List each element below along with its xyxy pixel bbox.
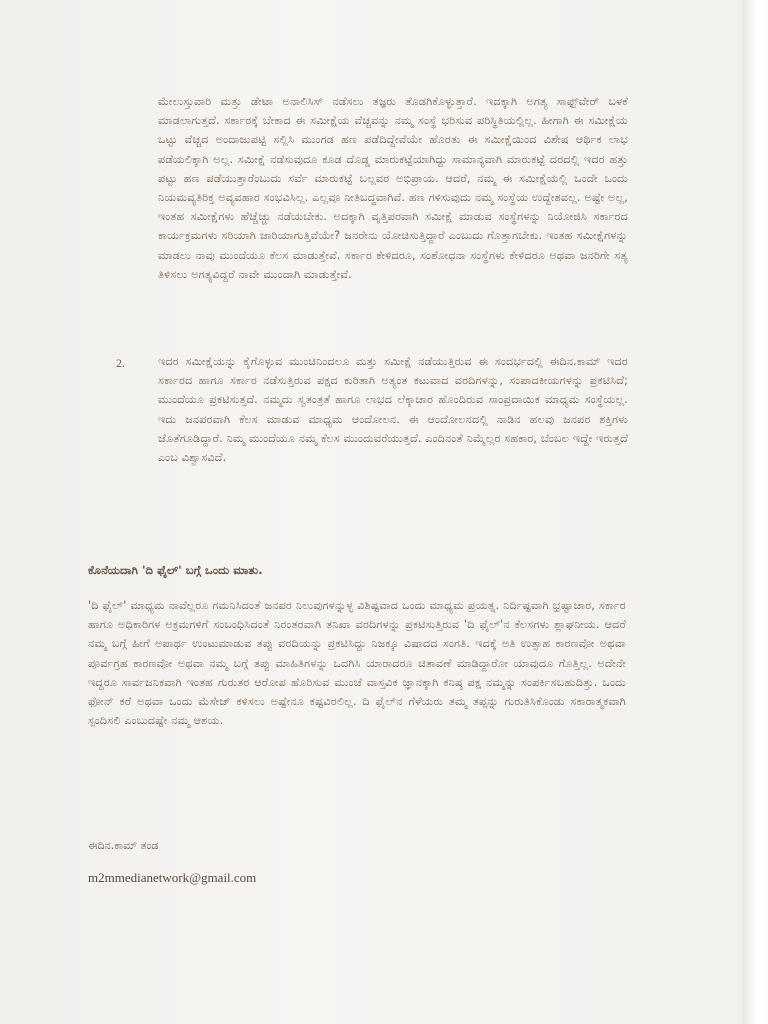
body-paragraph-2: ಇದರ ಸಮೀಕ್ಷೆಯನ್ನು ಕೈಗೊಳ್ಳುವ ಮುಂಚಿನಿಂದಲೂ ಮತ್ತು ಸಮೀಕ್ಷೆ ನಡೆಯುತ್ತಿರುವ ಈ ಸಂದರ್ಭದಲ್ಲಿ ಈದಿನ.ಕಾಮ್ ಇದರ ಸರ್ಕಾರದ ಹಾಗೂ ಸರ್ಕಾರ ನಡೆಸುತ್ತಿರುವ ಪಕ್ಷದ ಕುರಿತಾಗಿ ಅತ್ಯಂತ ಕಟುವಾದ ವರದಿಗಳನ್ನು, ಸಂಪಾದಕೀಯಗಳನ್ನು ಪ್ರಕಟಿಸಿದೆ; ಮುಂದೆಯೂ ಪ್ರಕಟಿಸುತ್ತದೆ. ನಮ್ಮದು ಸ್ವತಂತ್ರತೆ ಹಾಗೂ ಲಾಭದ ಲೆಕ್ಕಾಚಾರ ಹೊಂದಿರುವ ಸಾಂಪ್ರದಾಯಿಕ ಮಾಧ್ಯಮ ಸಂಸ್ಥೆಯಲ್ಲ. ಇದು ಜನಪರವಾಗಿ ಕೆಲಸ ಮಾಡುವ ಮಾಧ್ಯಮ ಆಂದೋಲನ. ಈ ಆಂದೋಲನದಲ್ಲಿ ನಾಡಿನ ಹಲವು ಜನಪರ ಶಕ್ತಿಗಳು ಜೊತೆಗೂಡಿದ್ದಾರೆ. ನಿಮ್ಮ ಮುಂದೆಯೂ ನಮ್ಮ ಕೆಲಸ ಮುಂದುವರೆಯುತ್ತದೆ. ಎಂದಿನಂತೆ ನಿಮ್ಮೆಲ್ಲರ ಸಹಕಾರ, ಬೆಂಬಲ ಇದ್ದೇ ಇರುತ್ತದೆ ಎಂಬ ವಿಶ್ವಾಸವಿದೆ. [158,355,628,465]
body-paragraph-3: 'ದಿ ಫೈಲ್' ಮಾಧ್ಯಮ ನಾವೆಲ್ಲರೂ ಗಮನಿಸಿದಂತೆ ಜನಪರ ನಿಲುವುಗಳನ್ನುಳ್ಳ ವಿಶಿಷ್ಟವಾದ ಒಂದು ಮಾಧ್ಯಮ ಪ್ರಯತ್ನ. ನಿರ್ದಿಷ್ಟವಾಗಿ ಭ್ರಷ್ಟಾಚಾರ, ಸರ್ಕಾರ ಹಾಗೂ ಅಧಿಕಾರಿಗಳ ಅಕ್ರಮಗಳಿಗೆ ಸಂಬಂಧಿಸಿದಂತೆ ನಿರಂತರವಾಗಿ ತನಿಖಾ ವರದಿಗಳನ್ನು ಪ್ರಕಟಿಸುತ್ತಿರುವ 'ದಿ ಫೈಲ್'ನ ಕೆಲಸಗಳು ಶ್ಲಾಘನೀಯ. ಆದರೆ ನಮ್ಮ ಬಗ್ಗೆ ಹೀಗೆ ಅಪಾರ್ಥ ಉಂಟುಮಾಡುವ ತಪ್ಪು ವರದಿಯನ್ನು ಪ್ರಕಟಿಸಿದ್ದು ನಿಜಕ್ಕೂ ವಿಷಾದದ ಸಂಗತಿ. ಇದಕ್ಕೆ ಅತಿ ಉತ್ಸಾಹ ಕಾರಣವೋ ಅಥವಾ ಪೂರ್ವಗ್ರಹ ಕಾರಣವೋ ಅಥವಾ ನಮ್ಮ ಬಗ್ಗೆ ತಪ್ಪು ಮಾಹಿತಿಗಳನ್ನು ಒದಗಿಸಿ ಯಾರಾದರೂ ಚಿತಾವಣೆ ಮಾಡಿದ್ದಾರೋ ಯಾವುದೂ ಗೊತ್ತಿಲ್ಲ. ಅದೇನೇ ಇದ್ದರೂ ಸಾರ್ವಜನಿಕವಾಗಿ ಇಂತಹ ಗುರುತರ ಆರೋಪ ಹೊರಿಸುವ ಮುಂಚೆ ವಾಸ್ತವಿಕ ಜ್ಞಾನಕ್ಕಾಗಿ ಕನಿಷ್ಠ ಪಕ್ಷ ನಮ್ಮನ್ನು ಸಂಪರ್ಕಿಸಬಹುದಿತ್ತು. ಒಂದು ಫೋನ್ ಕರೆ ಅಥವಾ ಒಂದು ಮೆಸೇಜ್ ಕಳಿಸಲು ಅಷ್ಟೇನೂ ಕಷ್ಟವಿರಲಿಲ್ಲ. ದಿ ಫೈಲ್‌ನ ಗೆಳೆಯರು ತಮ್ಮ ತಪ್ಪನ್ನು ಗುರುತಿಸಿಕೊಂಡು ಸಕಾರಾತ್ಮಕವಾಗಿ ಸ್ಪಂದಿಸಲಿ ಎಂಬುದಷ್ಟೇ ನಮ್ಮ ಆಶಯ. [88,599,626,728]
contact-email: m2mmedianetwork@gmail.com [88,870,257,885]
list-item-number: 2. [116,356,125,370]
paper-edge-highlight [742,0,768,1024]
section-heading: ಕೊನೆಯದಾಗಿ 'ದಿ ಫೈಲ್' ಬಗ್ಗೆ ಒಂದು ಮಾತು. [88,563,263,577]
signature-team: ಈದಿನ.ಕಾಮ್ ತಂಡ [88,839,159,852]
body-paragraph-1: ಮೇಲುಸ್ತುವಾರಿ ಮತ್ತು ಡೇಟಾ ಅನಾಲಿಸಿಸ್ ನಡೆಸಲು ತಜ್ಞರು ತೊಡಗಿಕೊಳ್ಳುತ್ತಾರೆ. ಇದಕ್ಕಾಗಿ ಅಗತ್ಯ ಸಾಫ್ಟ್‌ವೇರ್ ಬಳಕೆ ಮಾಡಲಾಗುತ್ತದೆ. ಸರ್ಕಾರಕ್ಕೆ ಬೇಕಾದ ಈ ಸಮೀಕ್ಷೆಯ ವೆಚ್ಚವನ್ನು ನಮ್ಮ ಸಂಸ್ಥೆ ಭರಿಸುವ ಪರಿಸ್ಥಿತಿಯಲ್ಲಿಲ್ಲ. ಹೀಗಾಗಿ ಈ ಸಮೀಕ್ಷೆಯ ಒಟ್ಟು ವೆಚ್ಚದ ಅಂದಾಜುಪಟ್ಟಿ ಸಲ್ಲಿಸಿ ಮುಂಗಡ ಹಣ ಪಡೆದಿದ್ದೇವೆಯೇ ಹೊರತು ಈ ಸಮೀಕ್ಷೆಯಿಂದ ವಿಶೇಷ ಆರ್ಥಿಕ ಲಾಭ ಪಡೆಯಲಿಕ್ಕಾಗಿ ಅಲ್ಲ. ಸಮೀಕ್ಷೆ ನಡೆಸುವುದೂ ಕೂಡ ದೊಡ್ಡ ಮಾರುಕಟ್ಟೆಯಾಗಿದ್ದು ಸಾಮಾನ್ಯವಾಗಿ ಮಾರುಕಟ್ಟೆ ದರದಲ್ಲಿ ಇದರ ಹತ್ತು ಪಟ್ಟು ಹಣ ಪಡೆಯುತ್ತಾರೆಂಬುದು ಸರ್ವೆ ಮಾರುಕಟ್ಟೆ ಬಲ್ಲವರ ಅಭಿಪ್ರಾಯ. ಆದರೆ, ನಮ್ಮ ಈ ಸಮೀಕ್ಷೆಯಲ್ಲಿ ಒಂದೇ ಒಂದು ನಿಯಮವ್ಯತಿರಿಕ್ತ ಅವ್ಯವಹಾರ ಸಂಭವಿಸಿಲ್ಲ. ಎಲ್ಲವೂ ನೀತಿಬದ್ಧವಾಗಿವೆ. ಹಣ ಗಳಿಸುವುದು ನಮ್ಮ ಸಂಸ್ಥೆಯ ಉದ್ದೇಶವಲ್ಲ. ಅಷ್ಟೇ ಅಲ್ಲ, ಇಂತಹ ಸಮೀಕ್ಷೆಗಳು ಹೆಚ್ಚೆಚ್ಚು ನಡೆಯಬೇಕು. ಅದಕ್ಕಾಗಿ ವೃತ್ತಿಪರವಾಗಿ ಸಮೀಕ್ಷೆ ಮಾಡುವ ಸಂಸ್ಥೆಗಳನ್ನು ನಿಯೋಜಿಸಿ ಸರ್ಕಾರದ ಕಾರ್ಯಕ್ರಮಗಳು ಸರಿಯಾಗಿ ಜಾರಿಯಾಗುತ್ತಿವೆಯೇ? ಜನರೇನು ಯೋಚಿಸುತ್ತಿದ್ದಾರೆ ಎಂಬುದು ಗೊತ್ತಾಗಬೇಕು. ಇಂತಹ ಸಮೀಕ್ಷೆಗಳನ್ನು ಮಾಡಲು ನಾವು ಮುಂದೆಯೂ ಕೆಲಸ ಮಾಡುತ್ತೇವೆ. ಸರ್ಕಾರ ಕೇಳಿದರೂ, ಸಂಶೋಧನಾ ಸಂಸ್ಥೆಗಳು ಕೇಳಿದರೂ ಅಥವಾ ಜನರಿಗೇ ಸತ್ಯ ತಿಳಿಸಲು ಅಗತ್ಯವಿದ್ದರೆ ನಾವೇ ಮುಂದಾಗಿ ಮಾಡುತ್ತೇವೆ. [158,95,628,281]
